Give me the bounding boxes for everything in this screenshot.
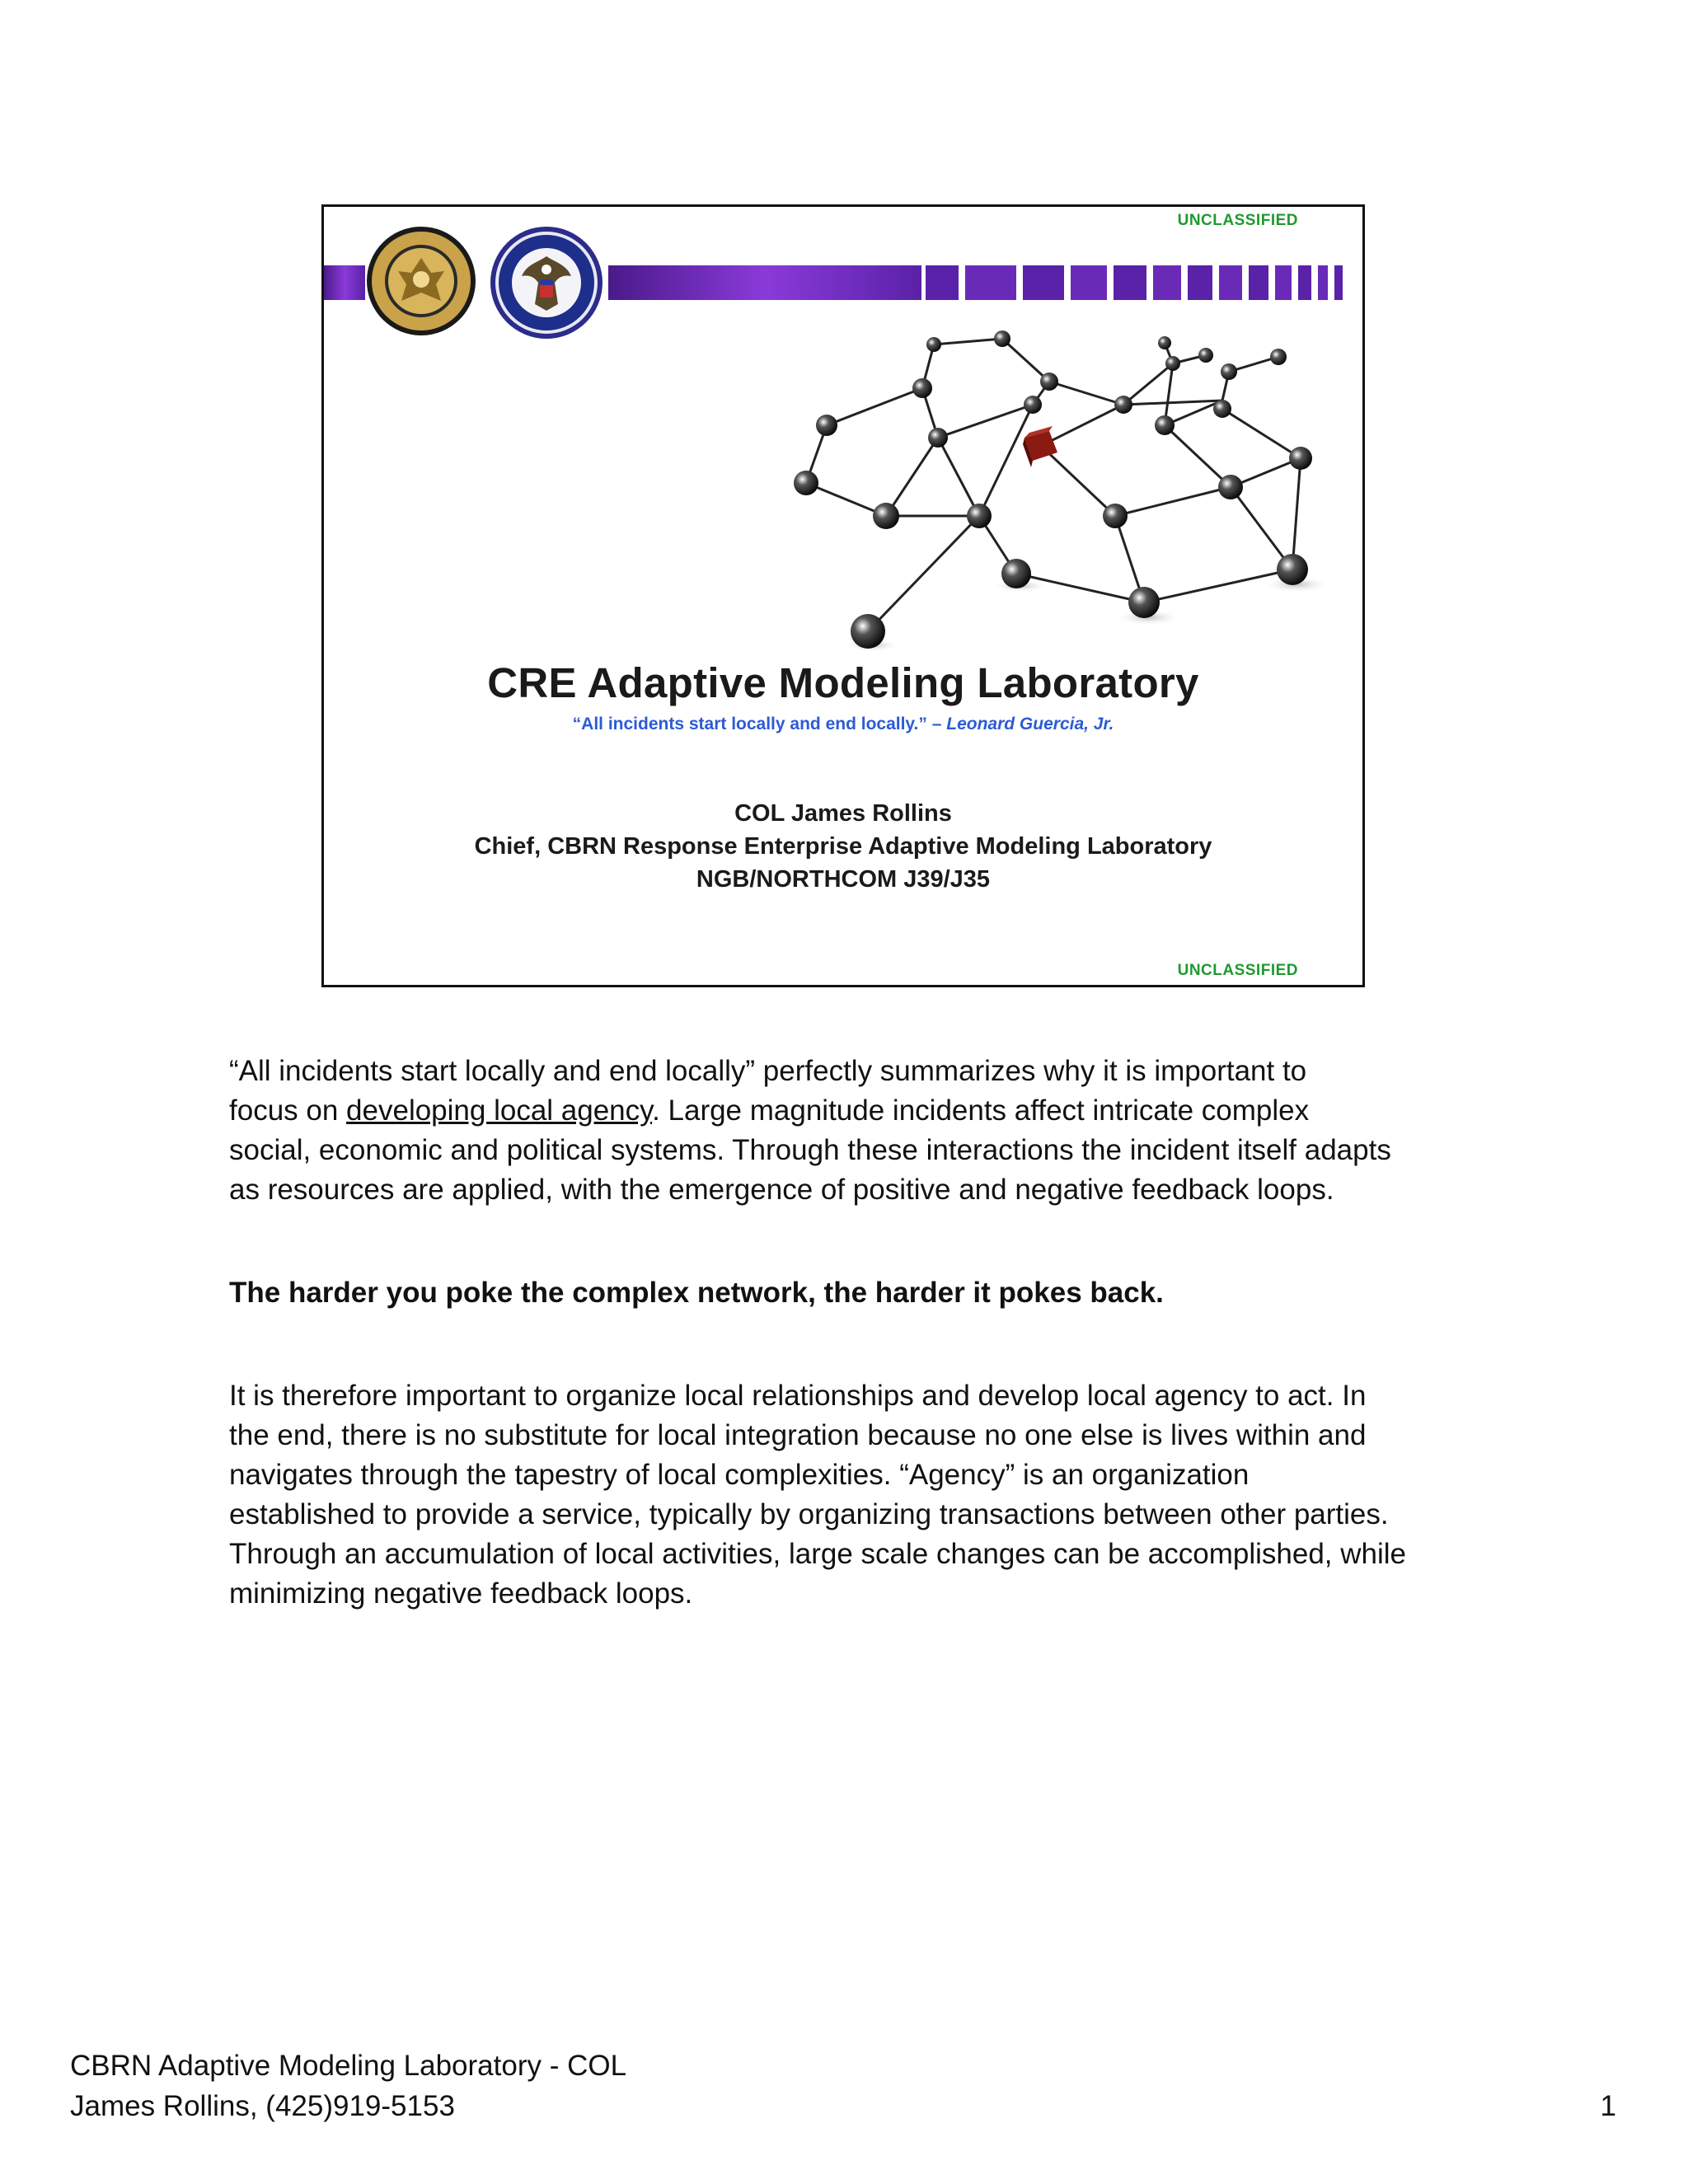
notes-line: Through an accumulation of local activities, large scale changes can be accomplished, while bbox=[229, 1538, 1407, 1570]
notes-text: . Large magnitude incidents affect intricate complex bbox=[652, 1094, 1310, 1127]
page-number: 1 bbox=[1600, 2090, 1616, 2122]
quote-attribution: Leonard Guercia, Jr. bbox=[946, 715, 1114, 733]
notes-line: It is therefore important to organize local relationships and develop local agency to act. In bbox=[229, 1380, 1367, 1412]
footer-line-1: CBRN Adaptive Modeling Laboratory - COL bbox=[70, 2050, 627, 2082]
speaker-notes bbox=[229, 1052, 1482, 1614]
presenter-role: Chief, CBRN Response Enterprise Adaptive Modeling Laboratory bbox=[474, 833, 1212, 860]
classification-top: UNCLASSIFIED bbox=[1177, 212, 1298, 229]
notes-line: social, economic and political systems. Through these interactions the incident itself adapts bbox=[229, 1134, 1391, 1166]
notes-line: established to provide a service, typically by organizing transactions between other parties. bbox=[229, 1498, 1389, 1530]
notes-line: “All incidents start locally and end locally” perfectly summarizes why it is important to bbox=[229, 1055, 1307, 1087]
notes-line: navigates through the tapestry of local complexities. “Agency” is an organization bbox=[229, 1459, 1250, 1491]
notes-text: focus on bbox=[229, 1094, 347, 1127]
presenter-org: NGB/NORTHCOM J39/J35 bbox=[696, 866, 991, 893]
footer bbox=[70, 2046, 626, 2126]
notes-line: as resources are applied, with the emergence of positive and negative feedback loops. bbox=[229, 1174, 1334, 1206]
footer-line-2: James Rollins, (425)919-5153 bbox=[70, 2090, 455, 2122]
notes-line bbox=[229, 1091, 1482, 1131]
presenter-name: COL James Rollins bbox=[734, 800, 952, 827]
slide-quote bbox=[324, 715, 1362, 734]
notes-line: minimizing negative feedback loops. bbox=[229, 1577, 693, 1610]
classification-bottom: UNCLASSIFIED bbox=[1177, 962, 1298, 979]
slide-title: CRE Adaptive Modeling Laboratory bbox=[487, 659, 1199, 706]
developing-local-agency-underlined: developing local agency bbox=[346, 1094, 653, 1127]
quote-text: “All incidents start locally and end locally.” – bbox=[572, 715, 942, 733]
slide-thumbnail bbox=[321, 204, 1365, 987]
bold-statement: The harder you poke the complex network, the harder it pokes back. bbox=[229, 1277, 1164, 1309]
notes-line: the end, there is no substitute for local integration because no one else is lives within and bbox=[229, 1419, 1367, 1451]
red-node-cube-icon bbox=[1023, 426, 1057, 467]
